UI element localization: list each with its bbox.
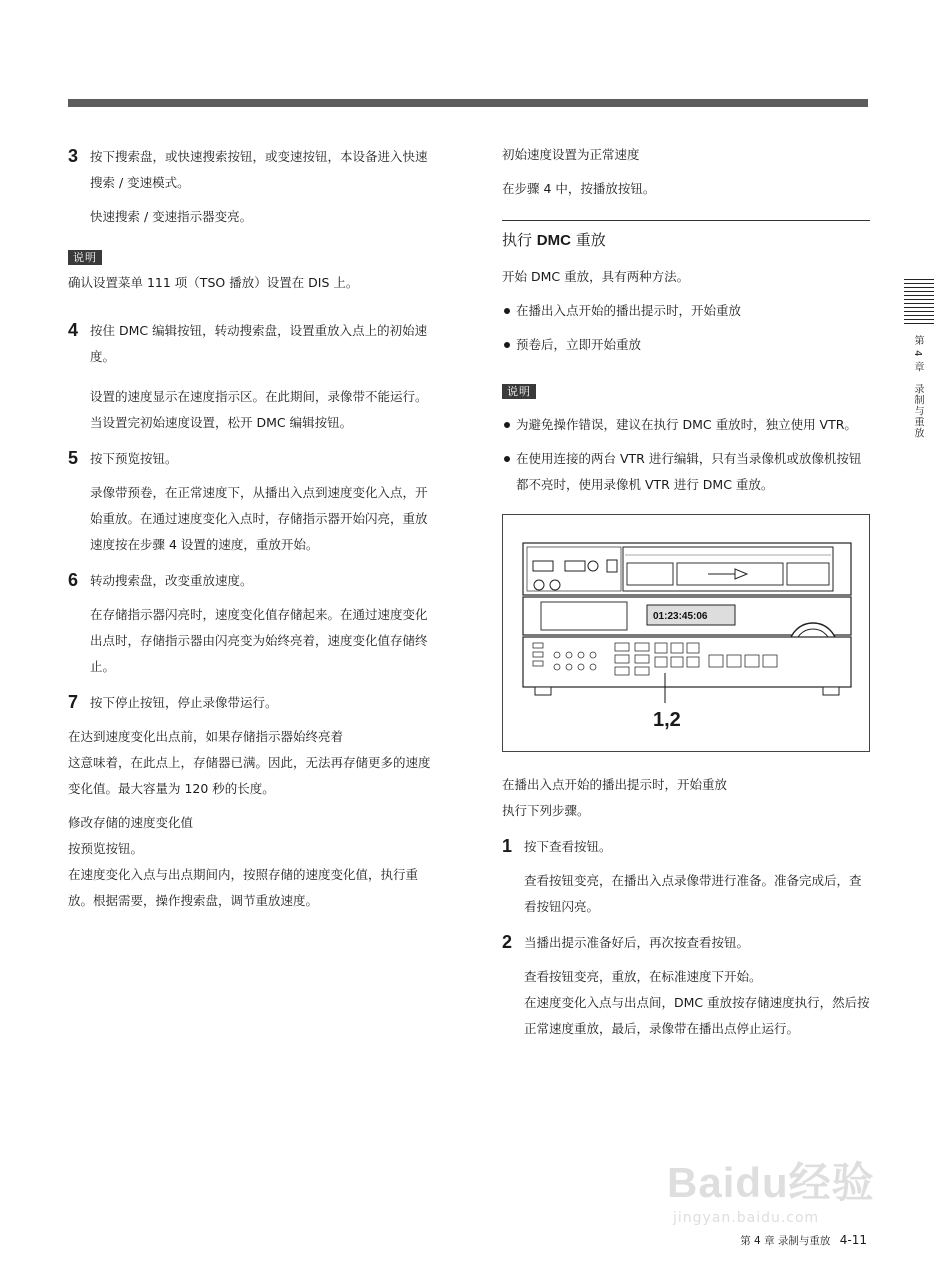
bullet-item: 预卷后，立即开始重放 bbox=[502, 332, 870, 358]
chapter-tab-text: 第 4 章 录制与重放 bbox=[912, 335, 923, 439]
left-column bbox=[68, 142, 436, 914]
step-text: 当播出提示准备好后，再次按查看按钮。 bbox=[524, 935, 750, 950]
footer-chapter: 第 4 章 录制与重放 bbox=[740, 1235, 831, 1247]
step-text: 转动搜索盘，改变重放速度。 bbox=[90, 573, 253, 588]
section-title: 执行 DMC 重放 bbox=[502, 231, 606, 249]
vtr-front-panel bbox=[503, 515, 869, 751]
step-2 bbox=[502, 930, 870, 956]
step-3 bbox=[68, 144, 436, 196]
note-text: 确认设置菜单 111 项（TSO 播放）设置在 DIS 上。 bbox=[68, 275, 359, 290]
paragraph: 在速度变化入点与出点期间内，按照存储的速度变化值，执行重放。根据需要，操作搜索盘，调节重放速度。 bbox=[68, 867, 419, 908]
bullet-item: 在播出入点开始的播出提示时，开始重放 bbox=[502, 298, 870, 324]
note-item: 在使用连接的两台 VTR 进行编辑，只有当录像机或放像机按钮都不亮时，使用录像机 VTR 进行 DMC 重放。 bbox=[502, 446, 870, 498]
chapter-tab-lines bbox=[904, 279, 934, 325]
step-detail: 查看按钮变亮，重放，在标准速度下开始。 bbox=[524, 969, 762, 984]
step-detail: 查看按钮变亮，在播出入点录像带进行准备。准备完成后，查看按钮闪亮。 bbox=[524, 873, 862, 914]
page-footer bbox=[740, 1233, 867, 1248]
subheading: 修改存储的速度变化值 bbox=[68, 815, 194, 830]
watermark-url: jingyan.baidu.com bbox=[673, 1210, 820, 1226]
note-tag: 说明 bbox=[502, 384, 536, 399]
step-text: 按下查看按钮。 bbox=[524, 839, 612, 854]
step-5 bbox=[68, 446, 436, 472]
step-number: 2 bbox=[502, 932, 513, 952]
paragraph: 按预览按钮。 bbox=[68, 841, 144, 856]
step-text: 按下搜索盘，或快速搜索按钮，或变速按钮，本设备进入快速搜索 / 变速模式。 bbox=[90, 149, 428, 190]
subheading: 在播出入点开始的播出提示时，开始重放 bbox=[502, 777, 728, 792]
section-header bbox=[502, 220, 870, 256]
step-number: 3 bbox=[68, 146, 79, 166]
paragraph: 执行下列步骤。 bbox=[502, 803, 590, 818]
note-tag: 说明 bbox=[68, 250, 102, 265]
paragraph: 在步骤 4 中，按播放按钮。 bbox=[502, 181, 656, 196]
note-item: 为避免操作错误，建议在执行 DMC 重放时，独立使用 VTR。 bbox=[502, 412, 870, 438]
paragraph: 开始 DMC 重放，具有两种方法。 bbox=[502, 269, 690, 284]
step-detail: 在存储指示器闪亮时，速度变化值存储起来。在通过速度变化出点时，存储指示器由闪亮变为始终亮着，速度变化值存储终止。 bbox=[90, 607, 428, 674]
chapter-tab bbox=[904, 279, 934, 439]
subheading: 初始速度设置为正常速度 bbox=[502, 147, 640, 162]
step-text: 按下预览按钮。 bbox=[90, 451, 178, 466]
step-number: 1 bbox=[502, 836, 513, 856]
step-detail: 录像带预卷，在正常速度下，从播出入点到速度变化入点，开始重放。在通过速度变化入点时，存储指示器开始闪亮，重放速度按在步骤 4 设置的速度，重放开始。 bbox=[90, 485, 428, 552]
figure-callout: 1,2 bbox=[653, 709, 681, 731]
right-column bbox=[502, 142, 870, 1042]
step-detail: 设置的速度显示在速度指示区。在此期间，录像带不能运行。当设置完初始速度设置，松开 DMC 编辑按钮。 bbox=[90, 389, 428, 430]
page-number: 4-11 bbox=[839, 1233, 867, 1247]
watermark-brand: Baidu经验 bbox=[667, 1159, 875, 1206]
paragraph: 这意味着，在此点上，存储器已满。因此，无法再存储更多的速度变化值。最大容量为 120 秒的长度。 bbox=[68, 755, 431, 796]
vtr-figure bbox=[502, 514, 870, 752]
step-7 bbox=[68, 690, 436, 716]
step-6 bbox=[68, 568, 436, 594]
step-number: 6 bbox=[68, 570, 79, 590]
step-text: 按住 DMC 编辑按钮，转动搜索盘，设置重放入点上的初始速度。 bbox=[90, 323, 428, 364]
step-number: 5 bbox=[68, 448, 79, 468]
top-rule bbox=[68, 99, 868, 107]
step-text: 按下停止按钮，停止录像带运行。 bbox=[90, 695, 278, 710]
step-number: 4 bbox=[68, 320, 79, 340]
step-1 bbox=[502, 834, 870, 860]
step-detail: 在速度变化入点与出点间，DMC 重放按存储速度执行，然后按正常速度重放，最后，录像带在播出点停止运行。 bbox=[524, 995, 870, 1036]
step-4 bbox=[68, 318, 436, 370]
step-detail: 快速搜索 / 变速指示器变亮。 bbox=[90, 209, 253, 224]
timecode-display: 01:23:45:06 bbox=[653, 611, 708, 622]
subheading: 在达到速度变化出点前，如果存储指示器始终亮着 bbox=[68, 729, 344, 744]
step-number: 7 bbox=[68, 692, 79, 712]
